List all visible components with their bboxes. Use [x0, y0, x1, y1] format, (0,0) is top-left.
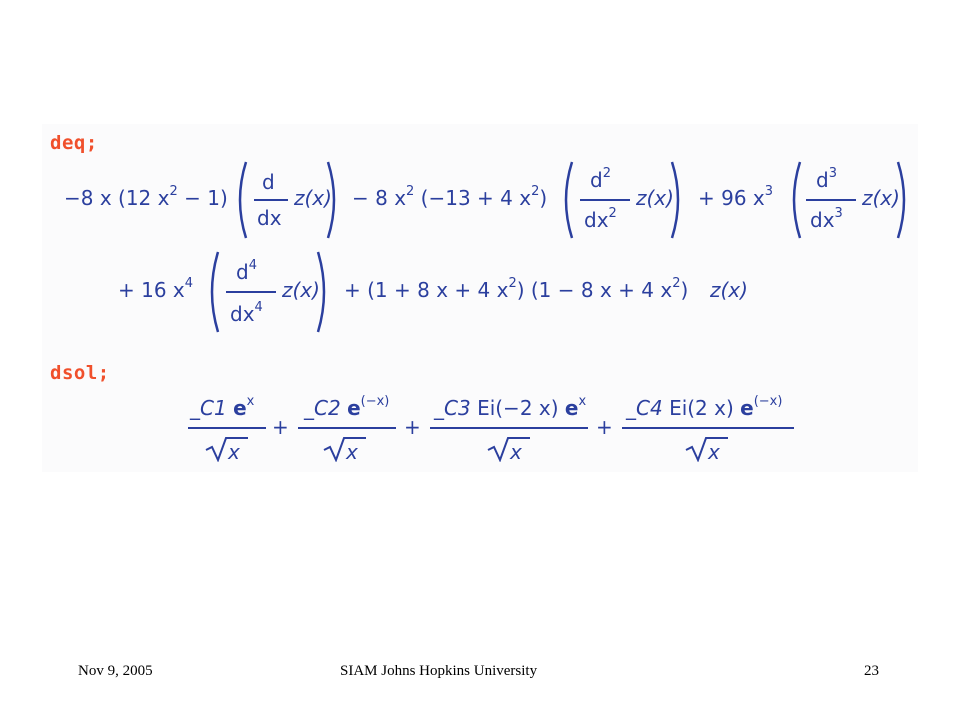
dsol-numerator-4: _C4 Ei(2 x) $e^{(-x)}$ — [626, 394, 783, 420]
fraction-bar — [188, 427, 266, 429]
sqrt-icon — [322, 436, 368, 467]
plus-sign: + — [596, 415, 613, 439]
deq-term-5: + (1 + 8 x + 4 $x^2$) (1 − 8 x + 4 $x^2$) — [344, 276, 689, 302]
z-of-x: z(x) — [636, 186, 674, 210]
fraction-bar — [254, 199, 288, 201]
dsol-command: dsol; — [50, 362, 110, 384]
z-of-x: z(x) — [862, 186, 900, 210]
footer-title: SIAM Johns Hopkins University — [340, 663, 538, 679]
z-of-x: z(x) — [294, 186, 332, 210]
d1-numerator: d — [262, 170, 275, 194]
fraction-bar — [806, 199, 856, 201]
dsol-denominator-2: x — [346, 440, 358, 464]
fraction-bar — [226, 291, 276, 293]
sqrt-icon — [486, 436, 532, 467]
open-paren — [558, 160, 576, 240]
footer-page-number: 23 — [864, 663, 879, 679]
deq-term-1: −8 x (12 $x^2 - 1$) — [64, 184, 228, 210]
fraction-bar — [580, 199, 630, 201]
z-of-x: z(x) — [710, 278, 748, 302]
footer-date: Nov 9, 2005 — [78, 663, 153, 679]
d2-denominator: $dx^2$ — [584, 206, 617, 232]
close-paren — [324, 160, 342, 240]
d1-denominator: dx — [257, 206, 282, 230]
close-paren — [314, 250, 332, 334]
dsol-denominator-1: x — [228, 440, 240, 464]
fraction-bar — [430, 427, 588, 429]
dsol-numerator-3: _C3 Ei(−2 x) $e^x$ — [434, 394, 587, 420]
open-paren — [232, 160, 250, 240]
z-of-x: z(x) — [282, 278, 320, 302]
deq-term-3: + 96 $x^3$ — [698, 184, 774, 210]
fraction-bar — [298, 427, 396, 429]
deq-term-4: + 16 $x^4$ — [118, 276, 194, 302]
dsol-numerator-2: _C2 $e^{(-x)}$ — [304, 394, 390, 420]
sqrt-icon — [204, 436, 250, 467]
dsol-numerator-1: _C1 $e^x$ — [190, 394, 255, 420]
deq-term-2: − 8 $x^2$ (−13 + 4 $x^2$) — [352, 184, 548, 210]
deq-command: deq; — [50, 132, 98, 154]
fraction-bar — [622, 427, 794, 429]
close-paren — [668, 160, 686, 240]
open-paren — [786, 160, 804, 240]
plus-sign: + — [404, 415, 421, 439]
d2-numerator: $d^2$ — [590, 166, 611, 192]
d4-numerator: $d^4$ — [236, 258, 257, 284]
d4-denominator: $dx^4$ — [230, 300, 263, 326]
dsol-denominator-4: x — [708, 440, 720, 464]
dsol-denominator-3: x — [510, 440, 522, 464]
open-paren — [204, 250, 222, 334]
sqrt-icon — [684, 436, 730, 467]
close-paren — [894, 160, 912, 240]
d3-numerator: $d^3$ — [816, 166, 837, 192]
plus-sign: + — [272, 415, 289, 439]
d3-denominator: $dx^3$ — [810, 206, 843, 232]
